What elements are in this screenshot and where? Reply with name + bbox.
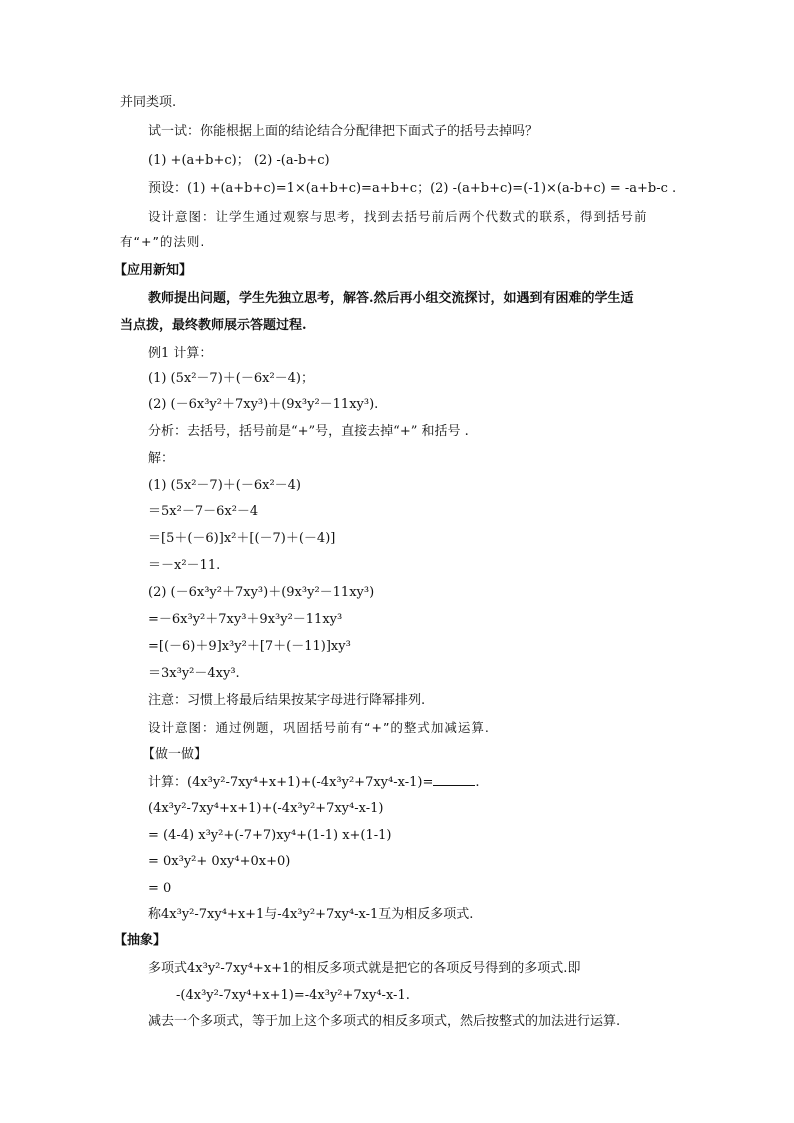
solution-step: ＝[5＋(－6)]x²＋[(－7)＋(－4)] xyxy=(148,531,336,546)
design-intent-2: 设计意图：通过例题，巩固括号前有“+”的整式加减运算. xyxy=(148,720,490,735)
section-heading-apply: 【应用新知】 xyxy=(114,263,193,278)
teacher-instruction: 教师提出问题，学生先独立思考，解答.然后再小组交流探讨，如遇到有困难的学生适 xyxy=(148,291,634,306)
answer-blank xyxy=(433,773,475,786)
solution-step: (2) (－6x³y²＋7xy³)＋(9x³y²－11xy³) xyxy=(148,585,375,600)
abstract-text: 多项式4x³y²-7xy⁴+x+1的相反多项式就是把它的各项反号得到的多项式.即 xyxy=(148,961,581,976)
calc-step: = 0 xyxy=(148,881,172,896)
design-intent-1: 设计意图：让学生通过观察与思考，找到去括号前后两个代数式的联系，得到括号前 xyxy=(148,209,648,224)
preset-answer: 预设：(1) +(a+b+c)=1×(a+b+c)=a+b+c；(2) -(a+b+c)=(-1)×(a-b+c) = -a+b-c . xyxy=(148,181,677,196)
note: 注意：习惯上将最后结果按某字母进行降幂排列. xyxy=(148,693,426,708)
section-heading-abstract: 【抽象】 xyxy=(114,933,167,948)
opposite-polynomial-statement: 称4x³y²-7xy⁴+x+1与-4x³y²+7xy⁴-x-1互为相反多项式. xyxy=(148,907,474,922)
calc-step: = 0x³y²+ 0xy⁴+0x+0) xyxy=(148,854,291,869)
try-question: 试一试：你能根据上面的结论结合分配律把下面式子的括号去掉吗？ xyxy=(148,124,539,139)
example-title: 例1 计算： xyxy=(148,346,213,361)
calc-step: (4x³y²-7xy⁴+x+1)+(-4x³y²+7xy⁴-x-1) xyxy=(148,801,384,816)
solution-step: =[(－6)＋9]x³y²＋[7＋(－11)]xy³ xyxy=(148,639,351,654)
subtraction-rule: 减去一个多项式，等于加上这个多项式的相反多项式，然后按整式的加法进行运算. xyxy=(148,1014,621,1029)
try-items: (1) +(a+b+c)； (2) -(a-b+c) xyxy=(148,153,330,168)
analysis: 分析：去括号，括号前是“+”号，直接去掉“+” 和括号 . xyxy=(148,424,469,439)
solution-step: =－6x³y²＋7xy³＋9x³y²－11xy³ xyxy=(148,612,343,627)
section-heading-try: 【做一做】 xyxy=(142,747,208,762)
solution-step: ＝3x³y²－4xy³. xyxy=(148,666,240,681)
calc-step: = (4-4) x³y²+(-7+7)xy⁴+(1-1) x+(1-1) xyxy=(148,828,392,843)
calc-question: 计算：(4x³y²-7xy⁴+x+1)+(-4x³y²+7xy⁴-x-1)= . xyxy=(148,775,480,790)
calc-question-text: 计算：(4x³y²-7xy⁴+x+1)+(-4x³y²+7xy⁴-x-1)= xyxy=(148,775,434,790)
example-item-1: (1) (5x²－7)＋(－6x²－4)； xyxy=(148,371,315,386)
solution-step: ＝－x²－11. xyxy=(148,558,221,573)
text-line: 并同类项. xyxy=(120,95,177,110)
example-item-2: (2) (－6x³y²＋7xy³)＋(9x³y²－11xy³). xyxy=(148,397,379,412)
teacher-instruction-cont: 当点拨，最终教师展示答题过程. xyxy=(120,318,307,333)
solution-label: 解： xyxy=(148,451,175,466)
solution-step: ＝5x²－7－6x²－4 xyxy=(148,504,259,519)
solution-step: (1) (5x²－7)＋(－6x²－4) xyxy=(148,478,302,493)
design-intent-1-cont: 有“+”的法则. xyxy=(120,234,206,249)
abstract-formula: -(4x³y²-7xy⁴+x+1)=-4x³y²+7xy⁴-x-1. xyxy=(176,988,410,1003)
